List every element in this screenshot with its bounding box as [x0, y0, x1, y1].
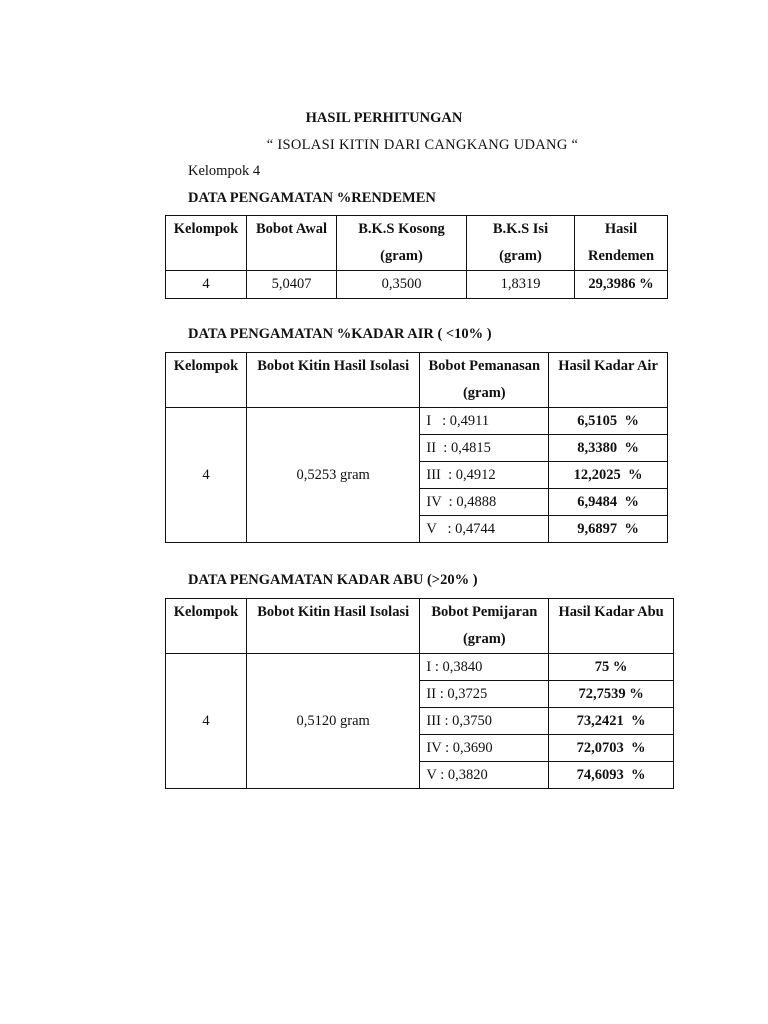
kadar-abu-hasil-5: 74,6093 %: [549, 762, 674, 789]
kadar-air-col-bobot-kitin: Bobot Kitin Hasil Isolasi: [246, 353, 419, 408]
kadar-air-heading: DATA PENGAMATAN %KADAR AIR ( <10% ): [188, 326, 492, 342]
rendemen-bobot-awal-value: 5,0407: [247, 271, 337, 299]
kadar-air-col-kelompok: Kelompok: [166, 353, 247, 408]
document-subtitle: “ ISOLASI KITIN DARI CANGKANG UDANG “: [266, 137, 579, 153]
kadar-abu-hasil-3: 73,2421 %: [549, 708, 674, 735]
kadar-air-hasil-4: 6,9484 %: [549, 489, 668, 516]
rendemen-col-bks-kosong: B.K.S Kosong (gram): [337, 216, 467, 271]
document-title: HASIL PERHITUNGAN: [305, 110, 463, 126]
kadar-air-pemanasan-3: III : 0,4912: [420, 462, 549, 489]
kadar-air-pemanasan-5: V : 0,4744: [420, 516, 549, 543]
kadar-abu-pemijaran-2: II : 0,3725: [420, 681, 549, 708]
rendemen-table: [165, 215, 668, 299]
kadar-abu-col-kelompok: Kelompok: [166, 599, 247, 654]
kadar-abu-row: [166, 654, 674, 681]
kadar-abu-col-bobot-kitin: Bobot Kitin Hasil Isolasi: [246, 599, 419, 654]
kadar-air-kelompok-value: 4: [166, 408, 247, 543]
kadar-abu-col-bobot-pemijaran: Bobot Pemijaran (gram): [420, 599, 549, 654]
kadar-air-hasil-5: 9,6897 %: [549, 516, 668, 543]
kadar-air-col-bobot-pemanasan: Bobot Pemanasan (gram): [420, 353, 549, 408]
rendemen-kelompok-value: 4: [166, 271, 247, 299]
kadar-air-hasil-3: 12,2025 %: [549, 462, 668, 489]
kadar-abu-heading: DATA PENGAMATAN KADAR ABU (>20% ): [188, 572, 478, 588]
kadar-abu-bobot-value: 0,5120 gram: [246, 654, 419, 789]
kadar-abu-kelompok-value: 4: [166, 654, 247, 789]
kadar-abu-hasil-4: 72,0703 %: [549, 735, 674, 762]
rendemen-col-bobot-awal: Bobot Awal: [247, 216, 337, 271]
kadar-abu-hasil-1: 75 %: [549, 654, 674, 681]
kadar-abu-header-row: [166, 599, 674, 654]
rendemen-col-bks-isi: B.K.S Isi (gram): [467, 216, 575, 271]
rendemen-header-row: [166, 216, 668, 271]
kadar-abu-table: [165, 598, 674, 789]
rendemen-bks-kosong-value: 0,3500: [337, 271, 467, 299]
kadar-air-bobot-value: 0,5253 gram: [246, 408, 419, 543]
kadar-air-col-hasil: Hasil Kadar Air: [549, 353, 668, 408]
kadar-air-hasil-2: 8,3380 %: [549, 435, 668, 462]
kadar-air-row: [166, 408, 668, 435]
kadar-air-pemanasan-4: IV : 0,4888: [420, 489, 549, 516]
rendemen-col-hasil: Hasil Rendemen: [575, 216, 668, 271]
kadar-abu-pemijaran-3: III : 0,3750: [420, 708, 549, 735]
kadar-air-table: [165, 352, 668, 543]
rendemen-hasil-value: 29,3986 %: [575, 271, 668, 299]
rendemen-col-kelompok: Kelompok: [166, 216, 247, 271]
kadar-abu-pemijaran-1: I : 0,3840: [420, 654, 549, 681]
rendemen-data-row: [166, 271, 668, 299]
kadar-air-pemanasan-1: I : 0,4911: [420, 408, 549, 435]
kadar-abu-col-hasil: Hasil Kadar Abu: [549, 599, 674, 654]
kadar-air-pemanasan-2: II : 0,4815: [420, 435, 549, 462]
group-label: Kelompok 4: [188, 163, 261, 179]
rendemen-bks-isi-value: 1,8319: [467, 271, 575, 299]
kadar-air-header-row: [166, 353, 668, 408]
kadar-abu-pemijaran-5: V : 0,3820: [420, 762, 549, 789]
kadar-abu-pemijaran-4: IV : 0,3690: [420, 735, 549, 762]
kadar-air-hasil-1: 6,5105 %: [549, 408, 668, 435]
kadar-abu-hasil-2: 72,7539 %: [549, 681, 674, 708]
rendemen-heading: DATA PENGAMATAN %RENDEMEN: [188, 190, 436, 206]
